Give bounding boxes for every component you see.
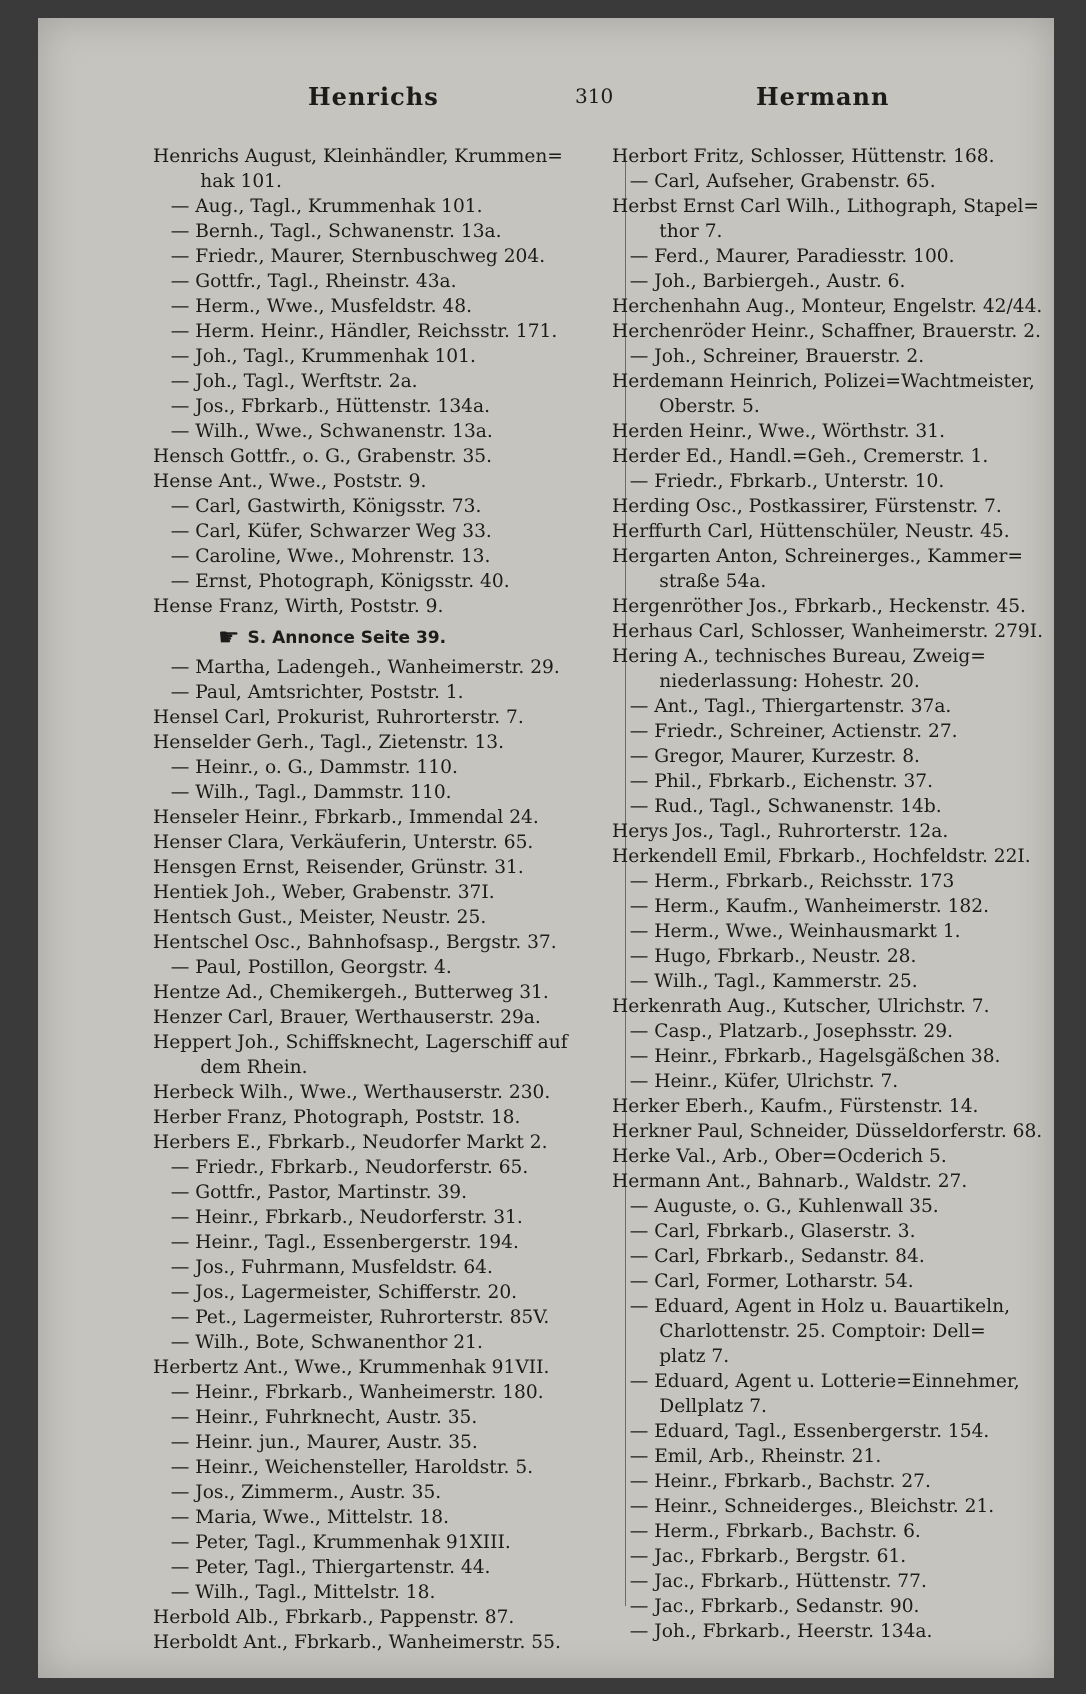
entry-line: Herhaus Carl, Schlosser, Wanheimerstr. 279I.	[612, 621, 1044, 642]
entry-line: — Jos., Fbrkarb., Hüttenstr. 134a.	[153, 396, 491, 417]
entry-line: — Friedr., Schreiner, Actienstr. 27.	[612, 721, 958, 742]
entry-line: Hensgen Ernst, Reisender, Grünstr. 31.	[153, 857, 524, 878]
entry-line: Hense Ant., Wwe., Poststr. 9.	[153, 471, 427, 492]
entry-line: — Wilh., Tagl., Mittelstr. 18.	[153, 1582, 436, 1603]
entry-line: — Heinr., Küfer, Ulrichstr. 7.	[612, 1071, 899, 1092]
entry-line: dem Rhein.	[153, 1057, 308, 1078]
entry-line: — Friedr., Fbrkarb., Neudorferstr. 65.	[153, 1157, 529, 1178]
entry-line: Herbst Ernst Carl Wilh., Lithograph, Stapel=	[612, 196, 1039, 217]
entry-line: — Joh., Barbiergeh., Austr. 6.	[612, 271, 906, 292]
entry-line: Hentsch Gust., Meister, Neustr. 25.	[153, 907, 487, 928]
entry-line: — Maria, Wwe., Mittelstr. 18.	[153, 1507, 449, 1528]
entry-line: Herkner Paul, Schneider, Düsseldorferstr. 68.	[612, 1121, 1043, 1142]
entry-line: — Herm., Fbrkarb., Reichsstr. 173	[612, 871, 955, 892]
entry-line: — Eduard, Agent u. Lotterie=Einnehmer,	[612, 1371, 1020, 1392]
entry-line: Herker Eberh., Kaufm., Fürstenstr. 14.	[612, 1096, 979, 1117]
entry-line: — Wilh., Wwe., Schwanenstr. 13a.	[153, 421, 493, 442]
entry-line: Herchenhahn Aug., Monteur, Engelstr. 42/44.	[612, 296, 1043, 317]
entry-line: — Bernh., Tagl., Schwanenstr. 13a.	[153, 221, 502, 242]
entry-line: — Casp., Platzarb., Josephsstr. 29.	[612, 1021, 954, 1042]
annonce-text: S. Annonce Seite 39.	[247, 628, 447, 648]
entry-line: — Friedr., Maurer, Sternbuschweg 204.	[153, 246, 546, 267]
right-column	[612, 144, 1086, 1644]
entry-line: platz 7.	[612, 1346, 730, 1367]
entry-line: Hentze Ad., Chemikergeh., Butterweg 31.	[153, 982, 549, 1003]
entry-line: — Ferd., Maurer, Paradiesstr. 100.	[612, 246, 955, 267]
entry-line: Hentiek Joh., Weber, Grabenstr. 37I.	[153, 882, 495, 903]
entry-line: Herke Val., Arb., Ober=Ocderich 5.	[612, 1146, 947, 1167]
entry-line: Herder Ed., Handl.=Geh., Cremerstr. 1.	[612, 446, 989, 467]
entry-line: — Gottfr., Pastor, Martinstr. 39.	[153, 1182, 467, 1203]
entry-line: straße 54a.	[612, 571, 767, 592]
entry-line: thor 7.	[612, 221, 723, 242]
annonce-reference	[153, 619, 631, 655]
entry-line: Herding Osc., Postkassirer, Fürstenstr. 7.	[612, 496, 1002, 517]
entry-line: — Herm., Fbrkarb., Bachstr. 6.	[612, 1521, 921, 1542]
entry-line: hak 101.	[153, 171, 282, 192]
entry-line: Henzer Carl, Brauer, Werthauserstr. 29a.	[153, 1007, 541, 1028]
entry-line: — Paul, Postillon, Georgstr. 4.	[153, 957, 452, 978]
entry-line: niederlassung: Hohestr. 20.	[612, 671, 920, 692]
entry-line: Hergenröther Jos., Fbrkarb., Heckenstr. 45.	[612, 596, 1026, 617]
entry-line: — Eduard, Agent in Holz u. Bauartikeln,	[612, 1296, 1010, 1317]
entry-line: — Carl, Former, Lotharstr. 54.	[612, 1271, 914, 1292]
entry-line: — Aug., Tagl., Krummenhak 101.	[153, 196, 483, 217]
entry-line: Hermann Ant., Bahnarb., Waldstr. 27.	[612, 1171, 968, 1192]
entry-line: — Jac., Fbrkarb., Bergstr. 61.	[612, 1546, 907, 1567]
entry-line: Heppert Joh., Schiffsknecht, Lagerschiff auf	[153, 1032, 568, 1053]
page-number: 310	[575, 84, 614, 108]
entry-line: Dellplatz 7.	[612, 1396, 767, 1417]
entry-line: Herkendell Emil, Fbrkarb., Hochfeldstr. 22I.	[612, 846, 1031, 867]
entry-line: — Wilh., Bote, Schwanenthor 21.	[153, 1332, 483, 1353]
entry-line: Oberstr. 5.	[612, 396, 760, 417]
entry-line: — Heinr., o. G., Dammstr. 110.	[153, 757, 458, 778]
entry-line: Henseler Heinr., Fbrkarb., Immendal 24.	[153, 807, 539, 828]
entry-line: — Phil., Fbrkarb., Eichenstr. 37.	[612, 771, 934, 792]
entry-line: Herbort Fritz, Schlosser, Hüttenstr. 168.	[612, 146, 995, 167]
entry-line: Hentschel Osc., Bahnhofsasp., Bergstr. 37.	[153, 932, 557, 953]
entry-line: Hergarten Anton, Schreinerges., Kammer=	[612, 546, 1023, 567]
entry-line: Henrichs August, Kleinhändler, Krummen=	[153, 146, 563, 167]
entry-line: — Joh., Schreiner, Brauerstr. 2.	[612, 346, 925, 367]
entry-line: Herbers E., Fbrkarb., Neudorfer Markt 2.	[153, 1132, 548, 1153]
entry-line: — Wilh., Tagl., Dammstr. 110.	[153, 782, 452, 803]
entry-line: — Herm. Heinr., Händler, Reichsstr. 171.	[153, 321, 558, 342]
entry-line: — Martha, Ladengeh., Wanheimerstr. 29.	[153, 657, 560, 678]
running-head-left: Henrichs	[308, 82, 439, 111]
entry-line: — Carl, Küfer, Schwarzer Weg 33.	[153, 521, 492, 542]
entry-line: — Wilh., Tagl., Kammerstr. 25.	[612, 971, 918, 992]
entry-line: — Herm., Wwe., Musfeldstr. 48.	[153, 296, 473, 317]
entry-line: — Gregor, Maurer, Kurzestr. 8.	[612, 746, 920, 767]
entry-line: — Friedr., Fbrkarb., Unterstr. 10.	[612, 471, 945, 492]
entry-line: — Carl, Gastwirth, Königsstr. 73.	[153, 496, 482, 517]
entry-line: — Caroline, Wwe., Mohrenstr. 13.	[153, 546, 491, 567]
entry-line: — Heinr., Fbrkarb., Neudorferstr. 31.	[153, 1207, 523, 1228]
entry-line: — Jos., Lagermeister, Schifferstr. 20.	[153, 1282, 518, 1303]
entry-line: — Herm., Wwe., Weinhausmarkt 1.	[612, 921, 961, 942]
entry-line: Henselder Gerh., Tagl., Zietenstr. 13.	[153, 732, 505, 753]
entry-line: — Gottfr., Tagl., Rheinstr. 43a.	[153, 271, 457, 292]
entry-line: — Peter, Tagl., Krummenhak 91XIII.	[153, 1532, 511, 1553]
pointing-hand-icon: ☛	[218, 623, 240, 651]
entry-line: — Emil, Arb., Rheinstr. 21.	[612, 1446, 882, 1467]
entry-line: Herboldt Ant., Fbrkarb., Wanheimerstr. 55.	[153, 1632, 561, 1653]
entry-line: — Pet., Lagermeister, Ruhrorterstr. 85V.	[153, 1307, 550, 1328]
entry-line: — Heinr., Fuhrknecht, Austr. 35.	[153, 1407, 478, 1428]
running-head-right: Hermann	[756, 82, 890, 111]
entry-line: Herber Franz, Photograph, Poststr. 18.	[153, 1107, 521, 1128]
entry-line: — Heinr. jun., Maurer, Austr. 35.	[153, 1432, 478, 1453]
entry-line: — Hugo, Fbrkarb., Neustr. 28.	[612, 946, 917, 967]
entry-line: — Ant., Tagl., Thiergartenstr. 37a.	[612, 696, 952, 717]
page-header	[38, 82, 1054, 122]
entry-line: Hering A., technisches Bureau, Zweig=	[612, 646, 986, 667]
entry-line: — Carl, Fbrkarb., Sedanstr. 84.	[612, 1246, 925, 1267]
entry-line: Herkenrath Aug., Kutscher, Ulrichstr. 7.	[612, 996, 990, 1017]
entry-line: Herdemann Heinrich, Polizei=Wachtmeister,	[612, 371, 1035, 392]
entry-line: — Jac., Fbrkarb., Hüttenstr. 77.	[612, 1571, 927, 1592]
entry-line: Herbold Alb., Fbrkarb., Pappenstr. 87.	[153, 1607, 515, 1628]
entry-line: Herys Jos., Tagl., Ruhrorterstr. 12a.	[612, 821, 949, 842]
entry-line: — Carl, Fbrkarb., Glaserstr. 3.	[612, 1221, 916, 1242]
entry-line: — Jac., Fbrkarb., Sedanstr. 90.	[612, 1596, 920, 1617]
entry-line: — Heinr., Weichensteller, Haroldstr. 5.	[153, 1457, 534, 1478]
entry-line: — Joh., Tagl., Werftstr. 2a.	[153, 371, 418, 392]
entry-line: Herden Heinr., Wwe., Wörthstr. 31.	[612, 421, 946, 442]
entry-line: Hensel Carl, Prokurist, Ruhrorterstr. 7.	[153, 707, 524, 728]
entry-line: — Herm., Kaufm., Wanheimerstr. 182.	[612, 896, 989, 917]
entry-line: — Heinr., Fbrkarb., Hagelsgäßchen 38.	[612, 1046, 1001, 1067]
entry-line: Hense Franz, Wirth, Poststr. 9.	[153, 596, 444, 617]
entry-line: — Heinr., Tagl., Essenbergerstr. 194.	[153, 1232, 519, 1253]
entry-line: — Jos., Zimmerm., Austr. 35.	[153, 1482, 442, 1503]
entry-line: — Auguste, o. G., Kuhlenwall 35.	[612, 1196, 939, 1217]
entry-line: Herffurth Carl, Hüttenschüler, Neustr. 45.	[612, 521, 1010, 542]
entry-line: — Carl, Aufseher, Grabenstr. 65.	[612, 171, 936, 192]
entry-line: Hensch Gottfr., o. G., Grabenstr. 35.	[153, 446, 493, 467]
entry-line: — Heinr., Schneiderges., Bleichstr. 21.	[612, 1496, 995, 1517]
entry-line: — Ernst, Photograph, Königsstr. 40.	[153, 571, 510, 592]
entry-line: Charlottenstr. 25. Comptoir: Dell=	[612, 1321, 986, 1342]
entry-line: — Joh., Fbrkarb., Heerstr. 134a.	[612, 1621, 933, 1642]
entry-line: — Rud., Tagl., Schwanenstr. 14b.	[612, 796, 942, 817]
left-column	[153, 144, 631, 1655]
entry-line: — Joh., Tagl., Krummenhak 101.	[153, 346, 476, 367]
entry-line: — Peter, Tagl., Thiergartenstr. 44.	[153, 1557, 491, 1578]
entry-line: Herbeck Wilh., Wwe., Werthauserstr. 230.	[153, 1082, 551, 1103]
entry-line: — Eduard, Tagl., Essenbergerstr. 154.	[612, 1421, 990, 1442]
entry-line: Henser Clara, Verkäuferin, Unterstr. 65.	[153, 832, 534, 853]
entry-line: Herchenröder Heinr., Schaffner, Brauerstr. 2.	[612, 321, 1041, 342]
entry-line: — Paul, Amtsrichter, Poststr. 1.	[153, 682, 464, 703]
entry-line: Herbertz Ant., Wwe., Krummenhak 91VII.	[153, 1357, 550, 1378]
entry-line: — Heinr., Fbrkarb., Wanheimerstr. 180.	[153, 1382, 544, 1403]
entry-line: — Heinr., Fbrkarb., Bachstr. 27.	[612, 1471, 931, 1492]
directory-page	[38, 18, 1054, 1678]
entry-line: — Jos., Fuhrmann, Musfeldstr. 64.	[153, 1257, 493, 1278]
